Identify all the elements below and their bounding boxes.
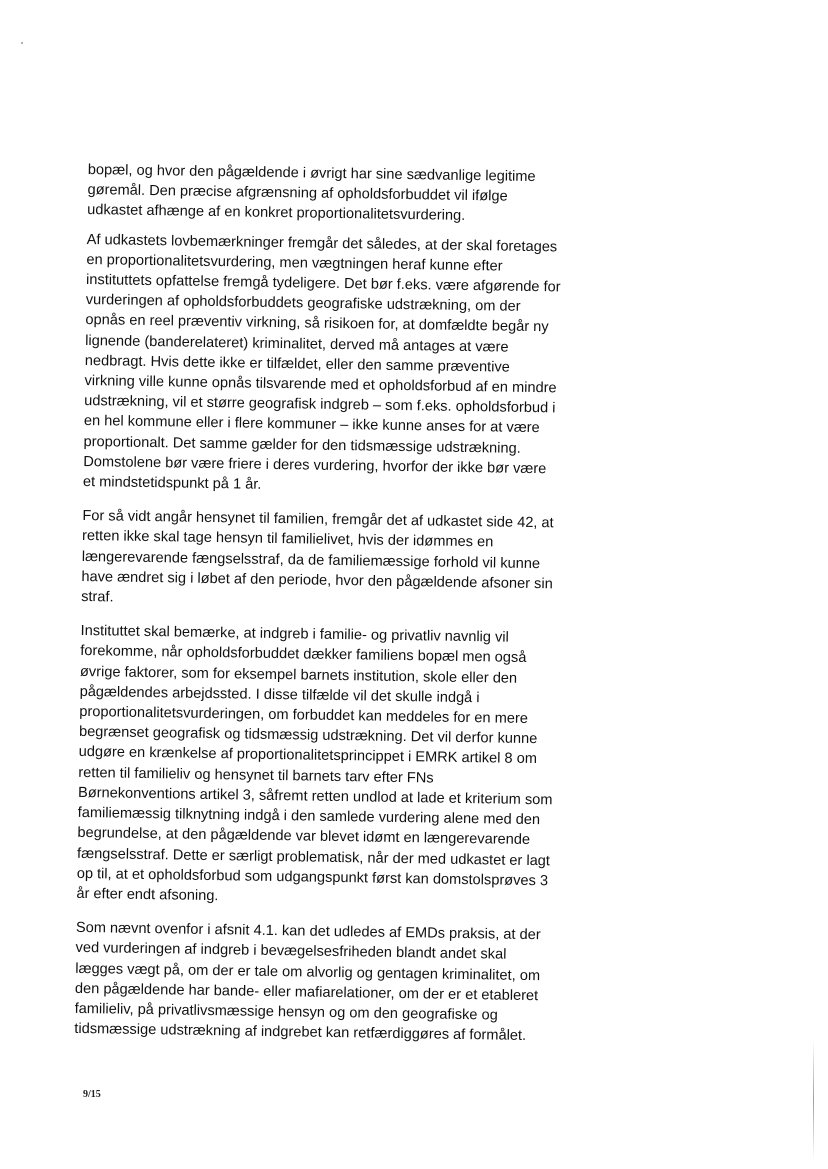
paragraph-1: bopæl, og hvor den pågældende i øvrigt har sine sædvanlige legitime gøremål. Den præcise afgrænsning af opholdsforbuddet vil ifølge udkastet afhænge af en konkret proportionalitetsvurdering.: [87, 161, 536, 225]
scan-artifact-dot: [21, 42, 23, 44]
paragraph-2: Af udkastets lovbemærkninger fremgår det således, at der skal foretages en proportionalitetsvurdering, men vægtningen heraf kunne efter instituttets opfattelse fremgå tydeligere. Det bør f.eks. være afgørende for vurderingen af opholdsforbuddets geografiske udstrækning, om der opnås en reel præventiv virkning, så risikoen for, at domfældte begår ny lignende (banderelateret) kriminalitet, derved må antages at være nedbragt. Hvis dette ikke er tilfældet, eller den samme præventive virkning ville kunne opnås tilsvarende med et opholdsforbud af en mindre udstrækning, vil et større geografisk indgreb – som f.eks. opholdsforbud i en hel kommune eller i flere kommuner – ikke kunne anses for at være proportionalt. Det samme gælder for den tidsmæssige udstrækning. Domstolene bør være friere i deres vurdering, hvorfor der ikke bør være et mindstetidspunkt på 1 år.: [82, 231, 561, 493]
paragraph-3: For så vidt angår hensynet til familien, fremgår det af udkastet side 42, at retten ikke skal tage hensyn til familielivet, hvis der idømmes en længerevarende fængselsstraf, da de familiemæssige forhold vil kunne have ændret sig i løbet af den periode, hvor den pågældende afsoner sin straf.: [81, 508, 554, 606]
page-number: 9/15: [83, 1089, 101, 1100]
paragraph-5: Som nævnt ovenfor i afsnit 4.1. kan det udledes af EMDs praksis, at der ved vurderingen af indgreb i bevægelsesfriheden blandt andet skal lægges vægt på, om der er tale om alvorlig og gentagen kriminalitet, om den pågældende har bande- eller mafiarelationer, om der er et etableret familieliv, på privatlivsmæssige hensyn og om den geografiske og tidsmæssige udstrækning af indgrebet kan retfærdiggøres af formålet.: [74, 920, 541, 1045]
document-body: [74, 160, 563, 1061]
scan-edge-shadow: [813, 1040, 814, 1160]
paragraph-4: Instituttet skal bemærke, at indgreb i familie- og privatliv navnlig vil forekomme, når opholdsforbuddet dækker familiens bopæl men også øvrige faktorer, som for eksempel barnets institution, skole eller den pågældendes arbejdssted. I disse tilfælde vil det skulle indgå i proportionalitetsvurderingen, om forbuddet kan meddeles for en mere begrænset geografisk og tidsmæssig udstrækning. Det vil derfor kunne udgøre en krænkelse af proportionalitetsprincippet i EMRK artikel 8 om retten til familieliv og hensynet til barnets tarv efter FNs Børnekonventions artikel 3, såfremt retten undlod at lade et kriterium som familiemæssig tilknytning indgå i den samlede vurdering alene med den begrundelse, at den pågældende var blevet idømt en længerevarende fængselsstraf. Dette er særligt problematisk, når der med udkastet er lagt op til, at et opholdsforbud som udgangspunkt først kan domstolsprøves 3 år efter endt afsoning.: [76, 623, 553, 905]
